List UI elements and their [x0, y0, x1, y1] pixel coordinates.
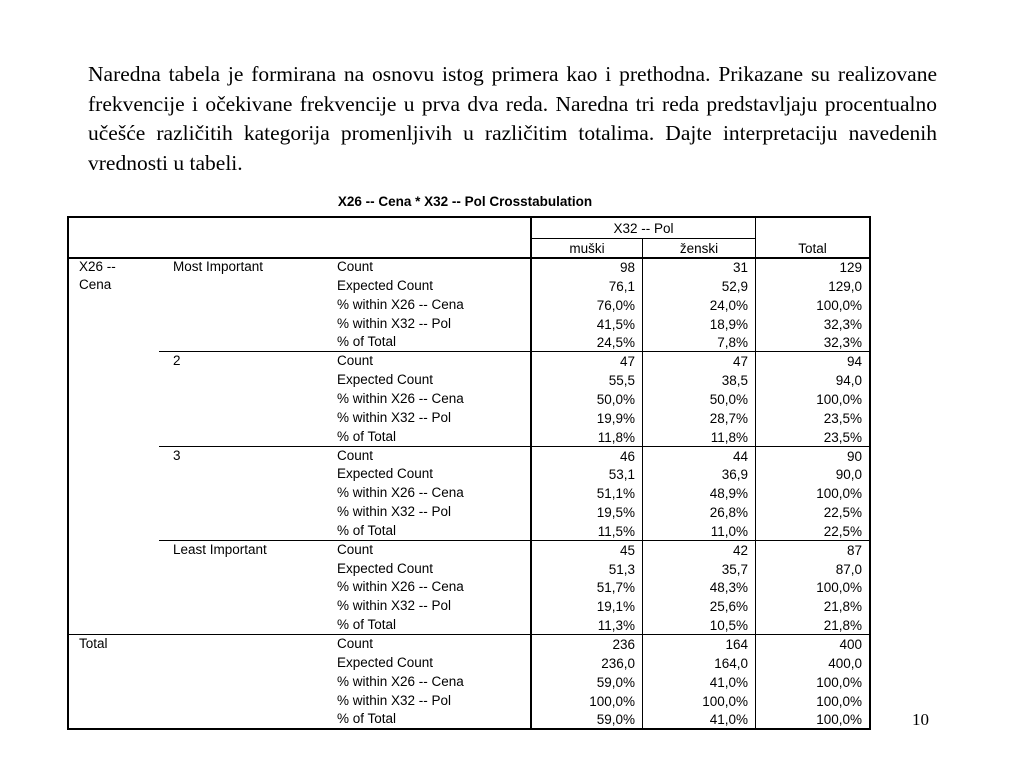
- cell-zenski: 100,0%: [702, 693, 748, 709]
- col-header-total: Total: [798, 241, 827, 256]
- table-caption: X26 -- Cena * X32 -- Pol Crosstabulation: [337, 194, 593, 209]
- row-var-label: X26 -- Cena: [79, 259, 116, 292]
- cell-zenski: 44: [732, 448, 748, 464]
- cell-zenski: 26,8%: [709, 505, 748, 521]
- cell-total: 32,3%: [823, 316, 862, 332]
- header-group-underline: [530, 238, 756, 239]
- crosstab-table: [67, 216, 871, 730]
- group-separator: [159, 351, 869, 352]
- stat-label: % within X32 -- Pol: [337, 315, 452, 331]
- cell-muski: 19,5%: [596, 505, 635, 521]
- cell-total: 21,8%: [823, 618, 862, 634]
- cell-zenski: 41,0%: [709, 712, 748, 728]
- cell-total: 87: [846, 542, 862, 558]
- cell-muski: 55,5: [608, 373, 635, 389]
- cell-muski: 51,7%: [596, 580, 635, 596]
- cell-zenski: 11,8%: [710, 429, 748, 445]
- cell-zenski: 42: [732, 542, 748, 558]
- stat-label: % within X32 -- Pol: [337, 692, 452, 708]
- cell-total: 100,0%: [816, 580, 862, 596]
- cell-muski: 51,3: [608, 561, 635, 577]
- cell-zenski: 36,9: [721, 467, 748, 483]
- cell-total: 100,0%: [816, 674, 862, 690]
- cell-total: 23,5%: [823, 429, 862, 445]
- cell-zenski: 48,9%: [709, 486, 748, 502]
- cell-zenski: 48,3%: [709, 580, 748, 596]
- stat-label: % within X32 -- Pol: [337, 409, 452, 425]
- cell-muski: 76,0%: [596, 297, 635, 313]
- cell-zenski: 24,0%: [709, 297, 748, 313]
- total-row-label: Total: [79, 636, 108, 651]
- cell-zenski: 164,0: [714, 655, 748, 671]
- stat-label: % within X26 -- Cena: [337, 579, 464, 595]
- category-label: 2: [173, 353, 181, 369]
- cell-total: 129: [839, 260, 862, 275]
- cell-zenski: 10,5%: [709, 618, 748, 634]
- stat-label: % of Total: [337, 334, 397, 350]
- cell-total: 90,0: [835, 467, 862, 483]
- cell-zenski: 164: [725, 637, 748, 652]
- cell-muski: 59,0%: [596, 712, 635, 728]
- cell-total: 100,0%: [816, 693, 862, 709]
- cell-muski: 11,8%: [597, 429, 635, 445]
- stat-label: Expected Count: [337, 372, 434, 388]
- cell-muski: 76,1: [608, 278, 635, 294]
- cell-zenski: 7,8%: [717, 335, 748, 351]
- cell-muski: 19,9%: [596, 410, 635, 426]
- cell-total: 22,5%: [823, 523, 862, 539]
- cell-muski: 236,0: [601, 655, 635, 671]
- cell-muski: 11,3%: [597, 618, 635, 634]
- cell-zenski: 50,0%: [709, 391, 748, 407]
- cell-zenski: 35,7: [721, 561, 748, 577]
- cell-muski: 50,0%: [596, 391, 635, 407]
- col-group-header: X32 -- Pol: [613, 221, 674, 236]
- cell-zenski: 31: [732, 260, 748, 275]
- cell-muski: 19,1%: [596, 599, 635, 615]
- cell-muski: 45: [619, 542, 635, 558]
- cell-total: 400: [839, 637, 862, 652]
- cell-total: 94: [846, 354, 862, 370]
- col-header-zenski: ženski: [679, 241, 719, 256]
- stat-label: % of Total: [337, 711, 397, 727]
- cell-muski: 46: [619, 448, 635, 464]
- cell-total: 87,0: [835, 561, 862, 577]
- cell-total: 100,0%: [816, 486, 862, 502]
- category-label: Least Important: [173, 541, 267, 557]
- category-label: Most Important: [173, 259, 264, 274]
- cell-zenski: 38,5: [721, 373, 748, 389]
- cell-total: 400,0: [828, 655, 862, 671]
- stat-label: Expected Count: [337, 466, 434, 482]
- cell-muski: 100,0%: [589, 693, 635, 709]
- cell-muski: 47: [619, 354, 635, 370]
- stat-label: % within X26 -- Cena: [337, 296, 464, 312]
- cell-zenski: 18,9%: [709, 316, 748, 332]
- intro-paragraph: Naredna tabela je formirana na osnovu istog primera kao i prethodna. Prikazane su realizovane frekvencije i očekivane frekvencije u prva dva reda. Naredna tri reda predstavljaju procentualno učešće različitih kategorija promenljivih u različitim totalima. Dajte interpretaciju navedenih vrednosti u tabeli.: [88, 62, 937, 175]
- stat-label: % of Total: [337, 617, 397, 633]
- cell-muski: 24,5%: [596, 335, 635, 351]
- cell-total: 90: [846, 448, 862, 464]
- cell-muski: 98: [619, 260, 635, 275]
- stat-label: Count: [337, 636, 374, 651]
- cell-muski: 11,5%: [597, 523, 635, 539]
- group-separator: [159, 446, 869, 447]
- total-separator: [69, 634, 869, 635]
- cell-total: 100,0%: [816, 297, 862, 313]
- stat-label: % within X26 -- Cena: [337, 485, 464, 501]
- cell-total: 32,3%: [823, 335, 862, 351]
- cell-zenski: 28,7%: [709, 410, 748, 426]
- col-header-muski: muški: [569, 241, 605, 256]
- cell-zenski: 41,0%: [709, 674, 748, 690]
- stat-label: Count: [337, 259, 374, 274]
- stat-label: Count: [337, 447, 374, 463]
- cell-zenski: 52,9: [721, 278, 748, 294]
- stat-label: % of Total: [337, 428, 397, 444]
- cell-total: 100,0%: [816, 391, 862, 407]
- cell-muski: 59,0%: [596, 674, 635, 690]
- cell-total: 129,0: [828, 278, 862, 294]
- cell-muski: 51,1%: [596, 486, 635, 502]
- stat-label: Expected Count: [337, 560, 434, 576]
- cell-zenski: 47: [732, 354, 748, 370]
- stat-label: % within X26 -- Cena: [337, 390, 464, 406]
- stat-label: Count: [337, 353, 374, 369]
- cell-zenski: 25,6%: [709, 599, 748, 615]
- stat-label: Expected Count: [337, 654, 434, 670]
- cell-total: 100,0%: [816, 712, 862, 728]
- page-number: 10: [912, 710, 929, 729]
- cell-total: 21,8%: [823, 599, 862, 615]
- stat-label: Expected Count: [337, 277, 434, 293]
- stat-label: % of Total: [337, 522, 397, 538]
- cell-total: 23,5%: [823, 410, 862, 426]
- cell-muski: 236: [612, 637, 635, 652]
- cell-muski: 53,1: [608, 467, 635, 483]
- stat-label: Count: [337, 541, 374, 557]
- category-label: 3: [173, 447, 181, 463]
- cell-muski: 41,5%: [596, 316, 635, 332]
- cell-zenski: 11,0%: [710, 523, 748, 539]
- stat-label: % within X32 -- Pol: [337, 598, 452, 614]
- stat-label: % within X26 -- Cena: [337, 673, 464, 689]
- cell-total: 94,0: [835, 373, 862, 389]
- stat-label: % within X32 -- Pol: [337, 504, 452, 520]
- cell-total: 22,5%: [823, 505, 862, 521]
